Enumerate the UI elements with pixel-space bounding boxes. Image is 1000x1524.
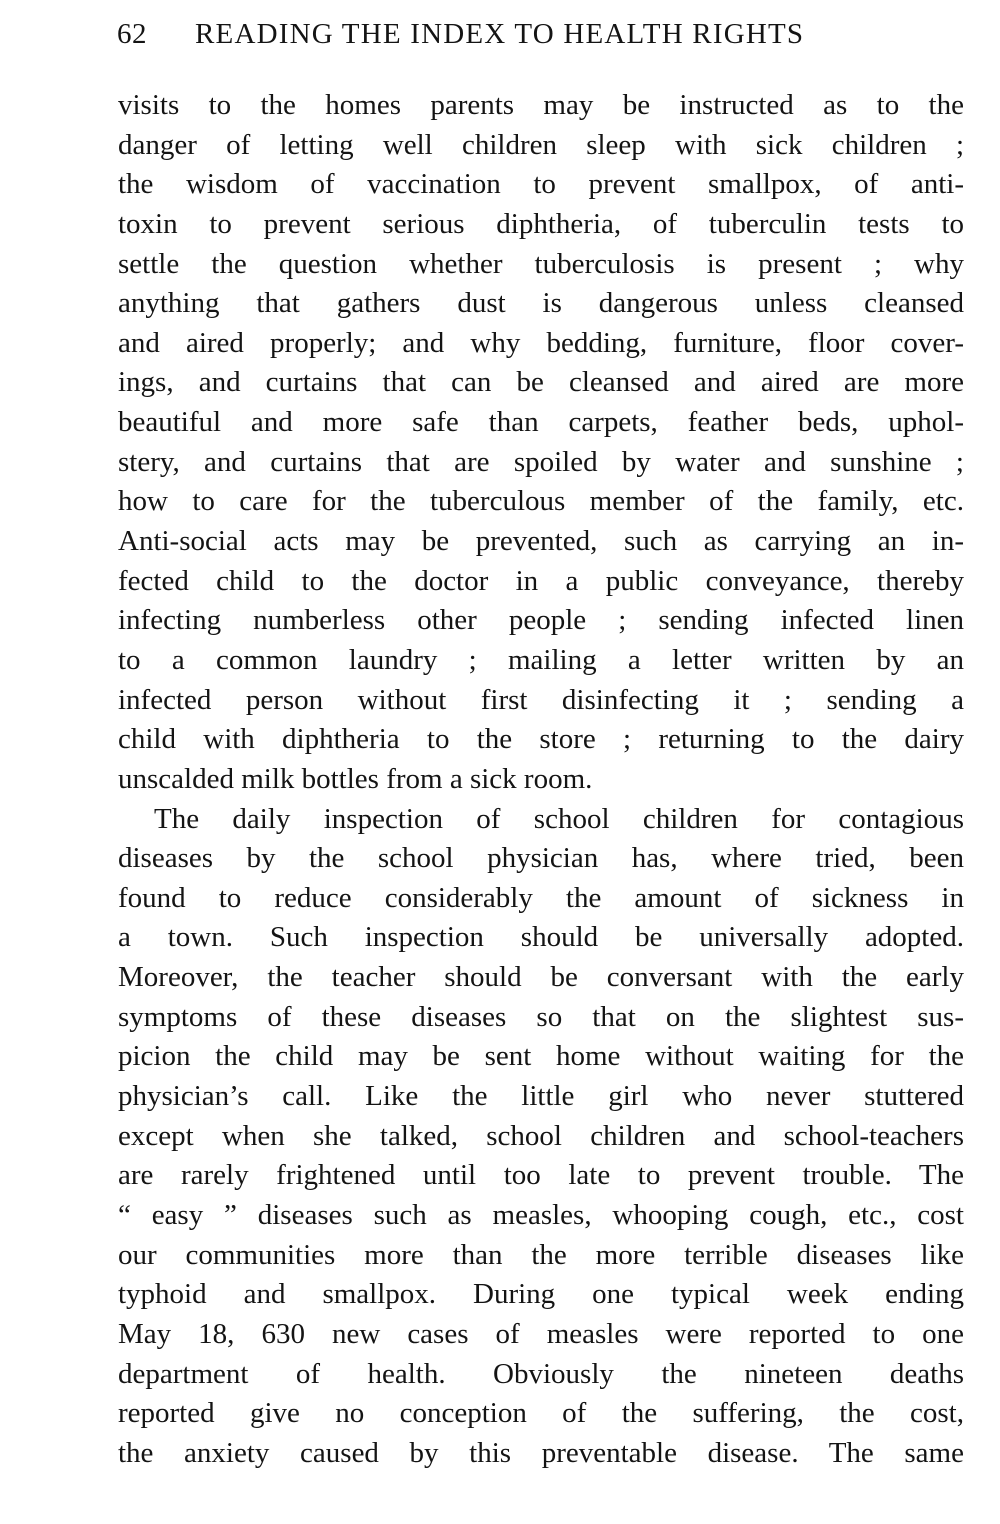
text-line: and aired properly; and why bedding, furniture, floor cover- [118,326,964,359]
paragraph-2 [118,800,964,1474]
text-line: found to reduce considerably the amount of sickness in [118,881,964,914]
text-line: visits to the homes parents may be instructed as to the [118,89,964,121]
text-line: physician’s call. Like the little girl who never stuttered [118,1080,964,1113]
text-line: ings, and curtains that can be cleansed and aired are more [118,366,964,399]
text-line: the anxiety caused by this preventable disease. The same [118,1436,964,1469]
running-header [117,18,897,62]
text-line: a town. Such inspection should be universally adopted. [118,921,964,954]
text-line: infected person without first disinfecting it ; sending a [118,683,964,716]
text-line: settle the question whether tuberculosis is present ; why [118,247,964,280]
text-line: The daily inspection of school children for contagious [154,802,964,835]
text-line: child with diphtheria to the store ; returning to the dairy [118,723,964,756]
text-line: May 18, 630 new cases of measles were reported to one [118,1317,964,1350]
text-line: the wisdom of vaccination to prevent smallpox, of anti- [118,168,964,201]
text-line: toxin to prevent serious diphtheria, of tuberculin tests to [118,207,964,240]
text-line: anything that gathers dust is dangerous unless cleansed [118,287,964,320]
text-line: symptoms of these diseases so that on the slightest sus- [118,1000,964,1033]
text-line: diseases by the school physician has, where tried, been [118,842,964,875]
text-line: Moreover, the teacher should be conversant with the early [118,961,964,994]
text-line: danger of letting well children sleep with sick children ; [118,128,964,161]
text-line: reported give no conception of the suffering, the cost, [118,1397,964,1430]
text-line: department of health. Obviously the nineteen deaths [118,1357,964,1390]
text-line: stery, and curtains that are spoiled by water and sunshine ; [118,445,964,478]
text-line: fected child to the doctor in a public conveyance, thereby [118,564,964,597]
body-text [118,86,964,1473]
running-title: READING THE INDEX TO HEALTH RIGHTS [195,18,805,50]
text-line: unscalded milk bottles from a sick room. [118,762,593,795]
text-line: “ easy ” diseases such as measles, whooping cough, etc., cost [118,1198,964,1231]
text-line: to a common laundry ; mailing a letter written by an [118,643,964,676]
page-number: 62 [117,18,147,50]
text-line: our communities more than the more terrible diseases like [118,1238,964,1271]
text-line: are rarely frightened until too late to prevent trouble. The [118,1159,964,1192]
text-line: how to care for the tuberculous member of the family, etc. [118,485,964,518]
paragraph-1 [118,86,964,800]
text-line: typhoid and smallpox. During one typical week ending [118,1278,964,1311]
text-line: picion the child may be sent home without waiting for the [118,1040,964,1073]
text-line: except when she talked, school children and school-teachers [118,1119,964,1152]
text-line: Anti-social acts may be prevented, such as carrying an in- [118,525,964,558]
text-line: infecting numberless other people ; sending infected linen [118,604,964,637]
text-line: beautiful and more safe than carpets, feather beds, uphol- [118,406,964,439]
